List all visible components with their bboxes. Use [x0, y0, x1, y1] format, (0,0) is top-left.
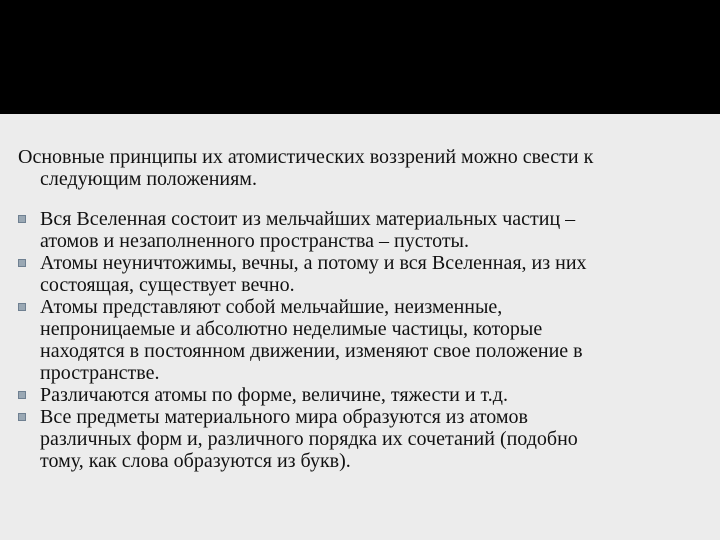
square-bullet-icon	[18, 303, 26, 311]
list-item	[18, 384, 708, 406]
list-item-line: состоящая, существует вечно.	[40, 274, 295, 296]
list-item-line: Все предметы материального мира образуются из атомов	[40, 406, 528, 428]
intro-line: Основные принципы их атомистических воззрений можно свести к	[18, 146, 594, 168]
list-item-line: Атомы представляют собой мельчайшие, неизменные,	[40, 296, 503, 318]
list-item-line: атомов и незаполненного пространства – пустоты.	[40, 230, 469, 252]
list-item	[18, 252, 708, 296]
list-item-line: пространстве.	[40, 362, 160, 384]
square-bullet-icon	[18, 391, 26, 399]
intro-paragraph	[18, 146, 708, 190]
square-bullet-icon	[18, 259, 26, 267]
list-item-line: различных форм и, различного порядка их сочетаний (подобно	[40, 428, 578, 450]
list-item-line: Атомы неуничтожимы, вечны, а потому и вся Вселенная, из них	[40, 252, 587, 274]
intro-line: следующим положениям.	[40, 168, 257, 190]
list-item-line: Различаются атомы по форме, величине, тяжести и т.д.	[40, 384, 508, 406]
principles-list	[18, 208, 708, 472]
list-item	[18, 406, 708, 472]
list-item-line: непроницаемые и абсолютно неделимые частицы, которые	[40, 318, 543, 340]
list-item	[18, 208, 708, 252]
list-item	[18, 296, 708, 384]
list-item-line: находятся в постоянном движении, изменяют свое положение в	[40, 340, 583, 362]
list-item-line: тому, как слова образуются из букв).	[40, 450, 351, 472]
list-item-line: Вся Вселенная состоит из мельчайших материальных частиц –	[40, 208, 576, 230]
square-bullet-icon	[18, 215, 26, 223]
square-bullet-icon	[18, 413, 26, 421]
